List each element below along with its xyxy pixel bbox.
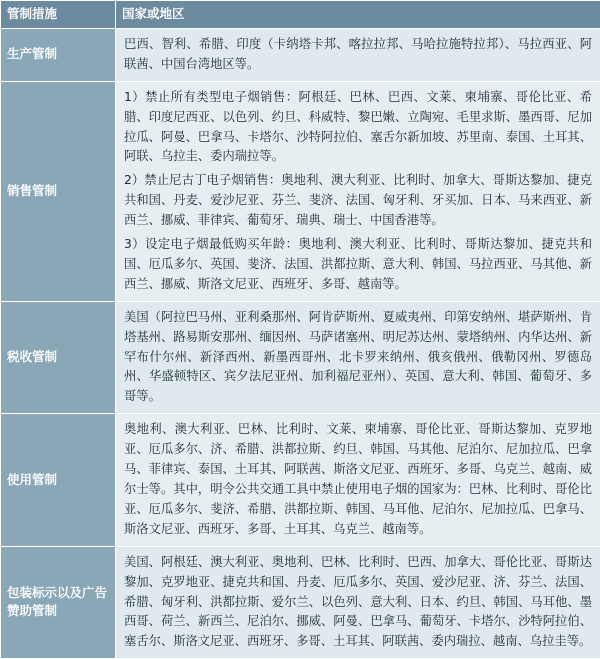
row-content-sales (116, 81, 600, 301)
row-label-production: 生产管制 (1, 28, 116, 81)
paragraph: 3）设定电子烟最低购买年龄：奥地利、澳大利亚、比利时、哥斯达黎加、捷克共和国、厄瓜多尔、英国、斐济、法国、洪都拉斯、意大利、韩国、马拉西亚、马其他、新西兰、挪威、斯洛文尼亚、西班牙、多哥、越南等。 (124, 235, 592, 295)
paragraph: 美国、阿根廷、澳大利亚、奥地利、巴林、比利时、巴西、加拿大、哥伦比亚、哥斯达黎加、克罗地亚、捷克共和国、丹麦、厄瓜多尔、英国、爱沙尼亚、济、芬兰、法国、希腊、匈牙利、洪都拉斯、爱尔兰、以色列、意大利、日本、约旦、韩国、马耳他、墨西哥、荷兰、新西兰、尼泊尔、挪威、阿曼、巴拿马、葡萄牙、卡塔尔、沙特阿拉伯、塞舌尔、斯洛文尼亚、西班牙、多哥、土耳其、阿联茜、委内瑞拉、越南、乌拉圭等。 (124, 553, 592, 653)
paragraph: 巴西、智利、希腊、印度（卡纳塔卡邦、喀拉拉邦、马哈拉施特拉邦）、马拉西亚、阿联茜、中国台湾地区等。 (124, 35, 592, 75)
table-row (1, 28, 600, 81)
paragraph: 2）禁止尼古丁电子烟销售：奥地利、澳大利亚、比利时、加拿大、哥斯达黎加、捷克共和国、丹麦、爱沙尼亚、芬兰、斐济、法国、匈牙利、牙买加、日本、马来西亚、新西兰、挪威、菲律宾、葡萄牙、瑞典、瑞士、中国香港等。 (124, 171, 592, 231)
table-row (1, 546, 600, 659)
row-content-tax (116, 301, 600, 414)
row-content-packaging-advertising (116, 546, 600, 659)
column-header-measure: 管制措施 (1, 1, 116, 29)
table-header-row (1, 1, 600, 29)
table-row (1, 81, 600, 301)
row-content-production (116, 28, 600, 81)
column-header-countries: 国家或地区 (116, 1, 600, 29)
table-row (1, 414, 600, 546)
paragraph: 1）禁止所有类型电子烟销售：阿根廷、巴林、巴西、文莱、柬埔寨、哥伦比亚、希腊、印度尼西亚、以色列、约旦、科威特、黎巴嫩、立陶宛、毛里求斯、墨西哥、尼加拉瓜、阿曼、巴拿马、卡塔尔、沙特阿拉伯、塞舌尔新加坡、苏里南、泰国、土耳其、阿联、乌拉圭、委内瑞拉等。 (124, 88, 592, 168)
row-label-sales: 销售管制 (1, 81, 116, 301)
row-label-usage: 使用管制 (1, 414, 116, 546)
row-content-usage (116, 414, 600, 546)
row-label-tax: 税收管制 (1, 301, 116, 414)
paragraph: 美国（阿拉巴马州、亚利桑那州、阿肯萨斯州、夏威夷州、印第安纳州、堪萨斯州、肯塔基州、路易斯安那州、缅因州、马萨诸塞州、明尼苏达州、蒙塔纳州、内华达州、新罕布什尔州、新泽西州、新墨西哥州、北卡罗来纳州、俄亥俄州、俄勒冈州、罗德岛州、华盛顿特区、宾夕法尼亚州、加利福尼亚州）、英国、意大利、韩国、葡萄牙、多哥等。 (124, 308, 592, 408)
table-row (1, 301, 600, 414)
paragraph: 奥地利、澳大利亚、巴林、比利时、文莱、柬埔寨、哥伦比亚、哥斯达黎加、克罗地亚、厄瓜多尔、济、希腊、洪都拉斯、约旦、韩国、马其他、尼泊尔、尼加拉瓜、巴拿马、菲律宾、泰国、土耳其、阿联茜、斯洛文尼亚、西班牙、多哥、乌克兰、越南、威尔士等。其中，明令公共交通工具中禁止使用电子烟的国家为：巴林、比利时、哥伦比亚、厄瓜多尔、斐济、希腊、洪都拉斯、韩国、马耳他、尼泊尔、尼加拉瓜、巴拿马、斯洛文尼亚、西班牙、多哥、土耳其、乌克兰、越南等。 (124, 420, 592, 539)
row-label-packaging-advertising: 包装标示以及广告赞助管制 (1, 546, 116, 659)
